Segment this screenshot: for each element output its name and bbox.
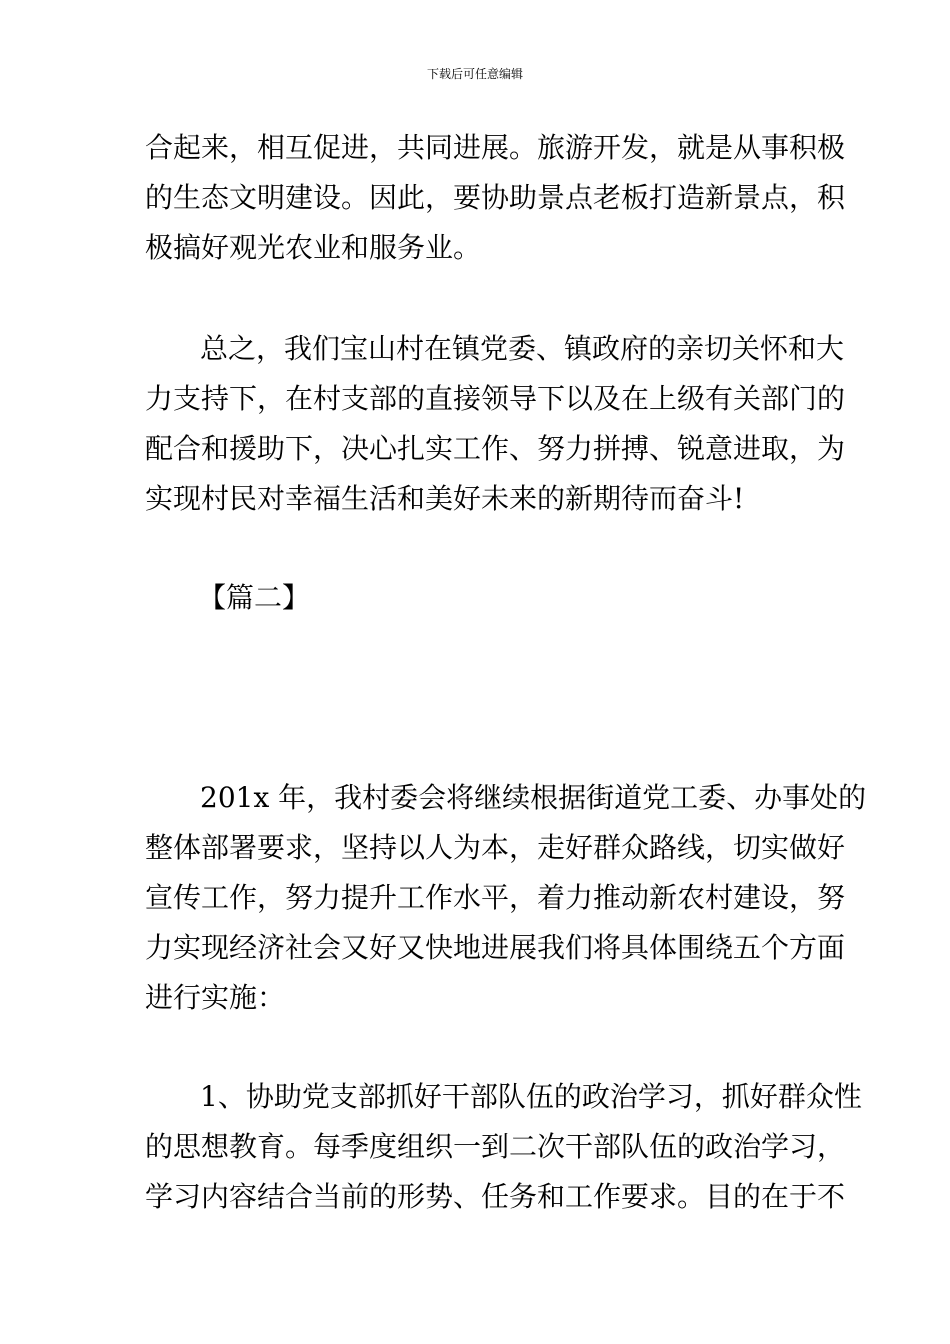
paragraph-2-line-3: 配合和援助下，决心扎实工作、努力拼搏、锐意进取，为 xyxy=(145,432,846,465)
paragraph-3-line-3: 宣传工作，努力提升工作水平，着力推动新农村建设，努 xyxy=(145,881,846,914)
paragraph-4-line-2: 的思想教育。每季度组织一到二次干部队伍的政治学习， xyxy=(145,1130,846,1163)
paragraph-2-line-1: 总之，我们宝山村在镇党委、镇政府的亲切关怀和大 xyxy=(200,332,845,365)
paragraph-1-line-1: 合起来，相互促进，共同进展。旅游开发，就是从事积极 xyxy=(145,131,846,164)
page-header-note: 下载后可任意编辑 xyxy=(426,67,523,81)
paragraph-4-line-1: 1、协助党支部抓好干部队伍的政治学习，抓好群众性 xyxy=(200,1080,862,1113)
paragraph-4-line-3: 学习内容结合当前的形势、任务和工作要求。目的在于不 xyxy=(145,1180,846,1213)
paragraph-2-line-4: 实现村民对幸福生活和美好未来的新期待而奋斗! xyxy=(145,482,745,515)
section-heading: 【篇二】 xyxy=(198,581,311,614)
paragraph-1-line-3: 极搞好观光农业和服务业。 xyxy=(145,231,482,264)
paragraph-3-line-1: 201x 年，我村委会将继续根据街道党工委、办事处的 xyxy=(200,781,867,814)
paragraph-3-line-5: 进行实施： xyxy=(145,981,286,1014)
paragraph-3-line-4: 力实现经济社会又好又快地进展我们将具体围绕五个方面 xyxy=(145,931,846,964)
paragraph-2-line-2: 力支持下，在村支部的直接领导下以及在上级有关部门的 xyxy=(145,382,846,415)
paragraph-3-line-2: 整体部署要求，坚持以人为本，走好群众路线，切实做好 xyxy=(145,831,846,864)
paragraph-1-line-2: 的生态文明建设。因此，要协助景点老板打造新景点，积 xyxy=(145,181,846,214)
